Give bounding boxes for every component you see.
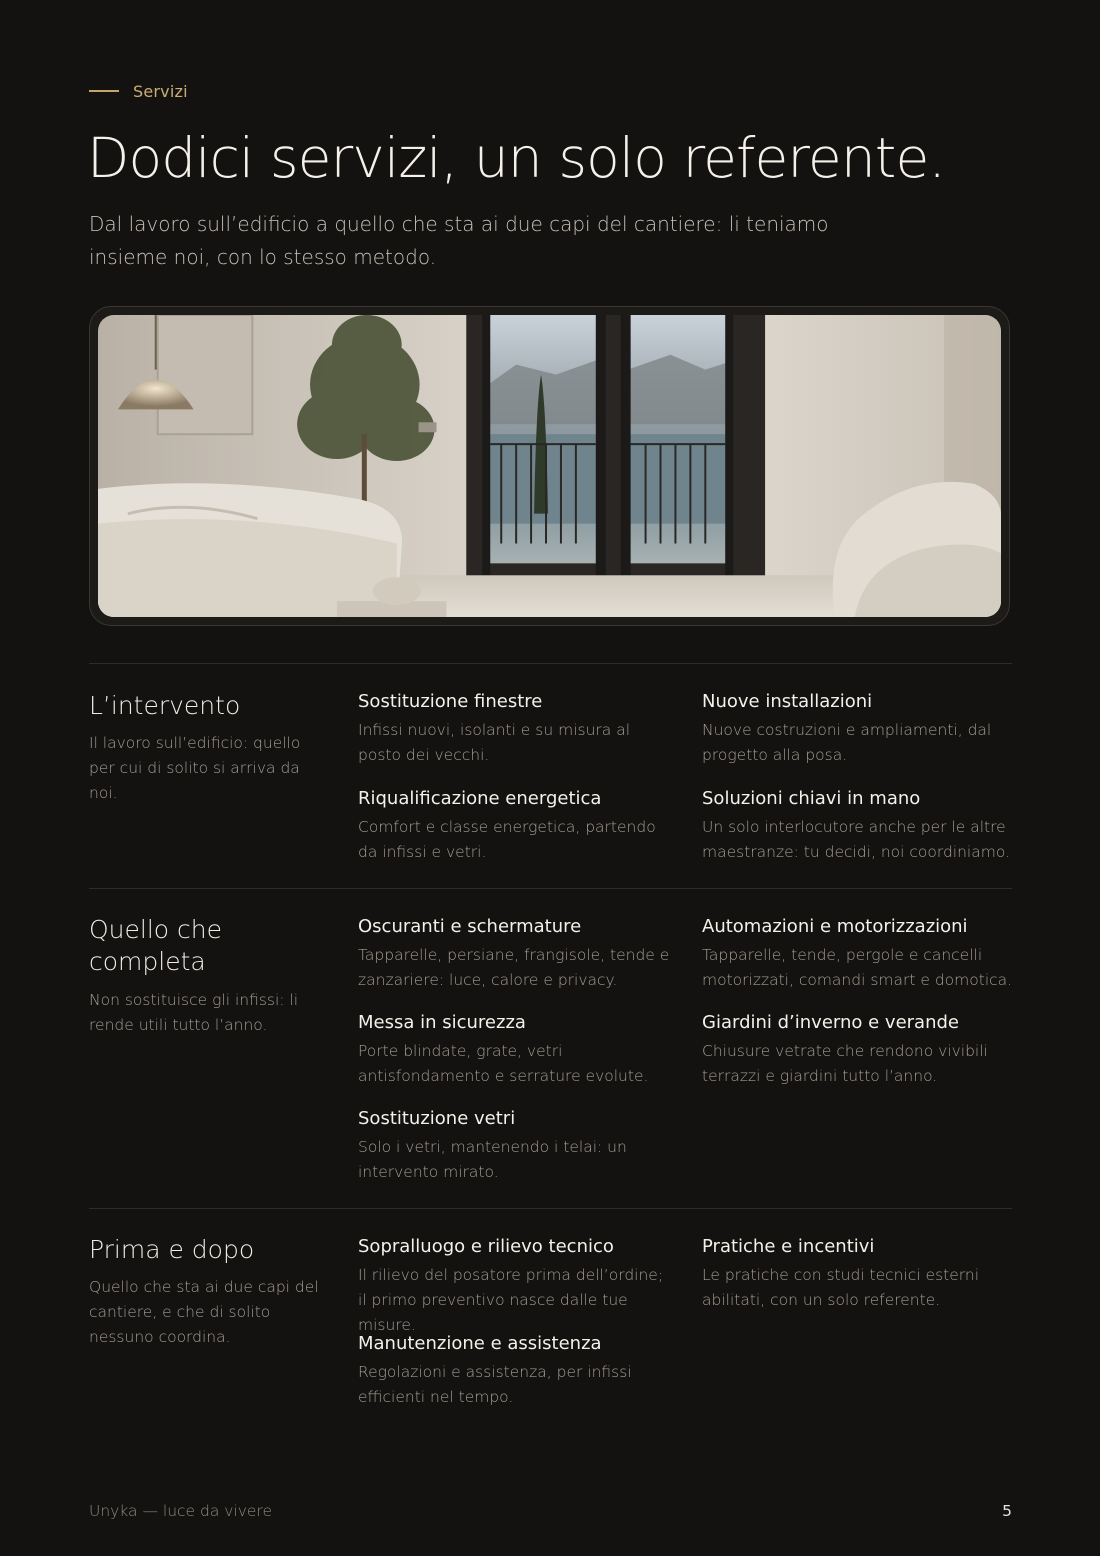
footer-brand: Unyka — luce da vivere <box>89 1502 273 1520</box>
section-eyebrow <box>89 80 188 102</box>
services-page <box>89 0 1012 1556</box>
page-title: Dodici servizi, un solo referente. <box>87 126 945 190</box>
service-desc: Comfort e classe energetica, partendo da infissi e vetri. <box>358 818 656 861</box>
service-title: Oscuranti e schermature <box>358 916 582 937</box>
service-desc: Il rilievo del posatore prima dell’ordine; il primo preventivo nasce dalle tue misure. <box>358 1266 664 1334</box>
group-title-intervento: L’intervento <box>89 691 241 720</box>
section-divider <box>89 888 1012 889</box>
service-pratiche-incentivi <box>702 1235 1014 1313</box>
page-number: 5 <box>1002 1502 1012 1520</box>
page-lead: Dal lavoro sull’edificio a quello che sta ai due capi del cantiere: li teniamo insieme noi, con lo stesso metodo. <box>89 212 829 269</box>
service-title: Sostituzione vetri <box>358 1108 516 1129</box>
service-desc: Un solo interlocutore anche per le altre maestranze: tu decidi, noi coordiniamo. <box>702 818 1010 861</box>
service-title: Riqualificazione energetica <box>358 788 602 809</box>
group-desc-intervento: Il lavoro sull’edificio: quello per cui di solito si arriva da noi. <box>89 734 301 802</box>
service-title: Manutenzione e assistenza <box>358 1333 602 1354</box>
section-divider <box>89 1208 1012 1209</box>
service-title: Sostituzione finestre <box>358 691 543 712</box>
service-nuove-installazioni <box>702 690 1014 768</box>
eyebrow-label: Servizi <box>133 81 188 101</box>
interior-illustration <box>98 315 1001 617</box>
section-divider <box>89 663 1012 664</box>
group-desc-completa: Non sostituisce gli infissi: li rende utili tutto l’anno. <box>89 991 299 1034</box>
service-title: Automazioni e motorizzazioni <box>702 916 968 937</box>
service-sostituzione-vetri <box>358 1107 670 1185</box>
service-desc: Tapparelle, tende, pergole e cancelli motorizzati, comandi smart e domotica. <box>702 946 1013 989</box>
service-title: Giardini d’inverno e verande <box>702 1012 959 1033</box>
service-title: Soluzioni chiavi in mano <box>702 788 921 809</box>
service-messa-in-sicurezza <box>358 1011 670 1089</box>
service-desc: Infissi nuovi, isolanti e su misura al posto dei vecchi. <box>358 721 631 764</box>
service-desc: Tapparelle, persiane, frangisole, tende e zanzariere: luce, calore e privacy. <box>358 946 670 989</box>
service-chiavi-in-mano <box>702 787 1014 865</box>
service-sostituzione-finestre <box>358 690 670 768</box>
service-riqualificazione-energetica <box>358 787 670 865</box>
service-desc: Porte blindate, grate, vetri antisfondamento e serrature evolute. <box>358 1042 649 1085</box>
service-desc: Chiusure vetrate che rendono vivibili terrazzi e giardini tutto l’anno. <box>702 1042 988 1085</box>
service-title: Sopralluogo e rilievo tecnico <box>358 1236 614 1257</box>
service-desc: Regolazioni e assistenza, per infissi efficienti nel tempo. <box>358 1363 632 1406</box>
service-desc: Nuove costruzioni e ampliamenti, dal progetto alla posa. <box>702 721 992 764</box>
service-oscuranti <box>358 915 670 993</box>
group-title-prima-e-dopo: Prima e dopo <box>89 1235 255 1264</box>
service-desc: Solo i vetri, mantenendo i telai: un intervento mirato. <box>358 1138 627 1181</box>
service-title: Messa in sicurezza <box>358 1012 526 1033</box>
service-sopralluogo <box>358 1235 670 1338</box>
eyebrow-rule <box>89 90 119 92</box>
service-title: Pratiche e incentivi <box>702 1236 875 1257</box>
group-title-completa: Quello che completa <box>89 915 223 976</box>
service-giardini-inverno <box>702 1011 1014 1089</box>
service-desc: Le pratiche con studi tecnici esterni abilitati, con un solo referente. <box>702 1266 980 1309</box>
hero-image-frame <box>89 306 1010 626</box>
group-desc-prima-e-dopo: Quello che sta ai due capi del cantiere, e che di solito nessuno coordina. <box>89 1278 319 1346</box>
service-manutenzione <box>358 1332 670 1410</box>
service-automazioni <box>702 915 1014 993</box>
interior-photo <box>98 315 1001 617</box>
service-title: Nuove installazioni <box>702 691 873 712</box>
